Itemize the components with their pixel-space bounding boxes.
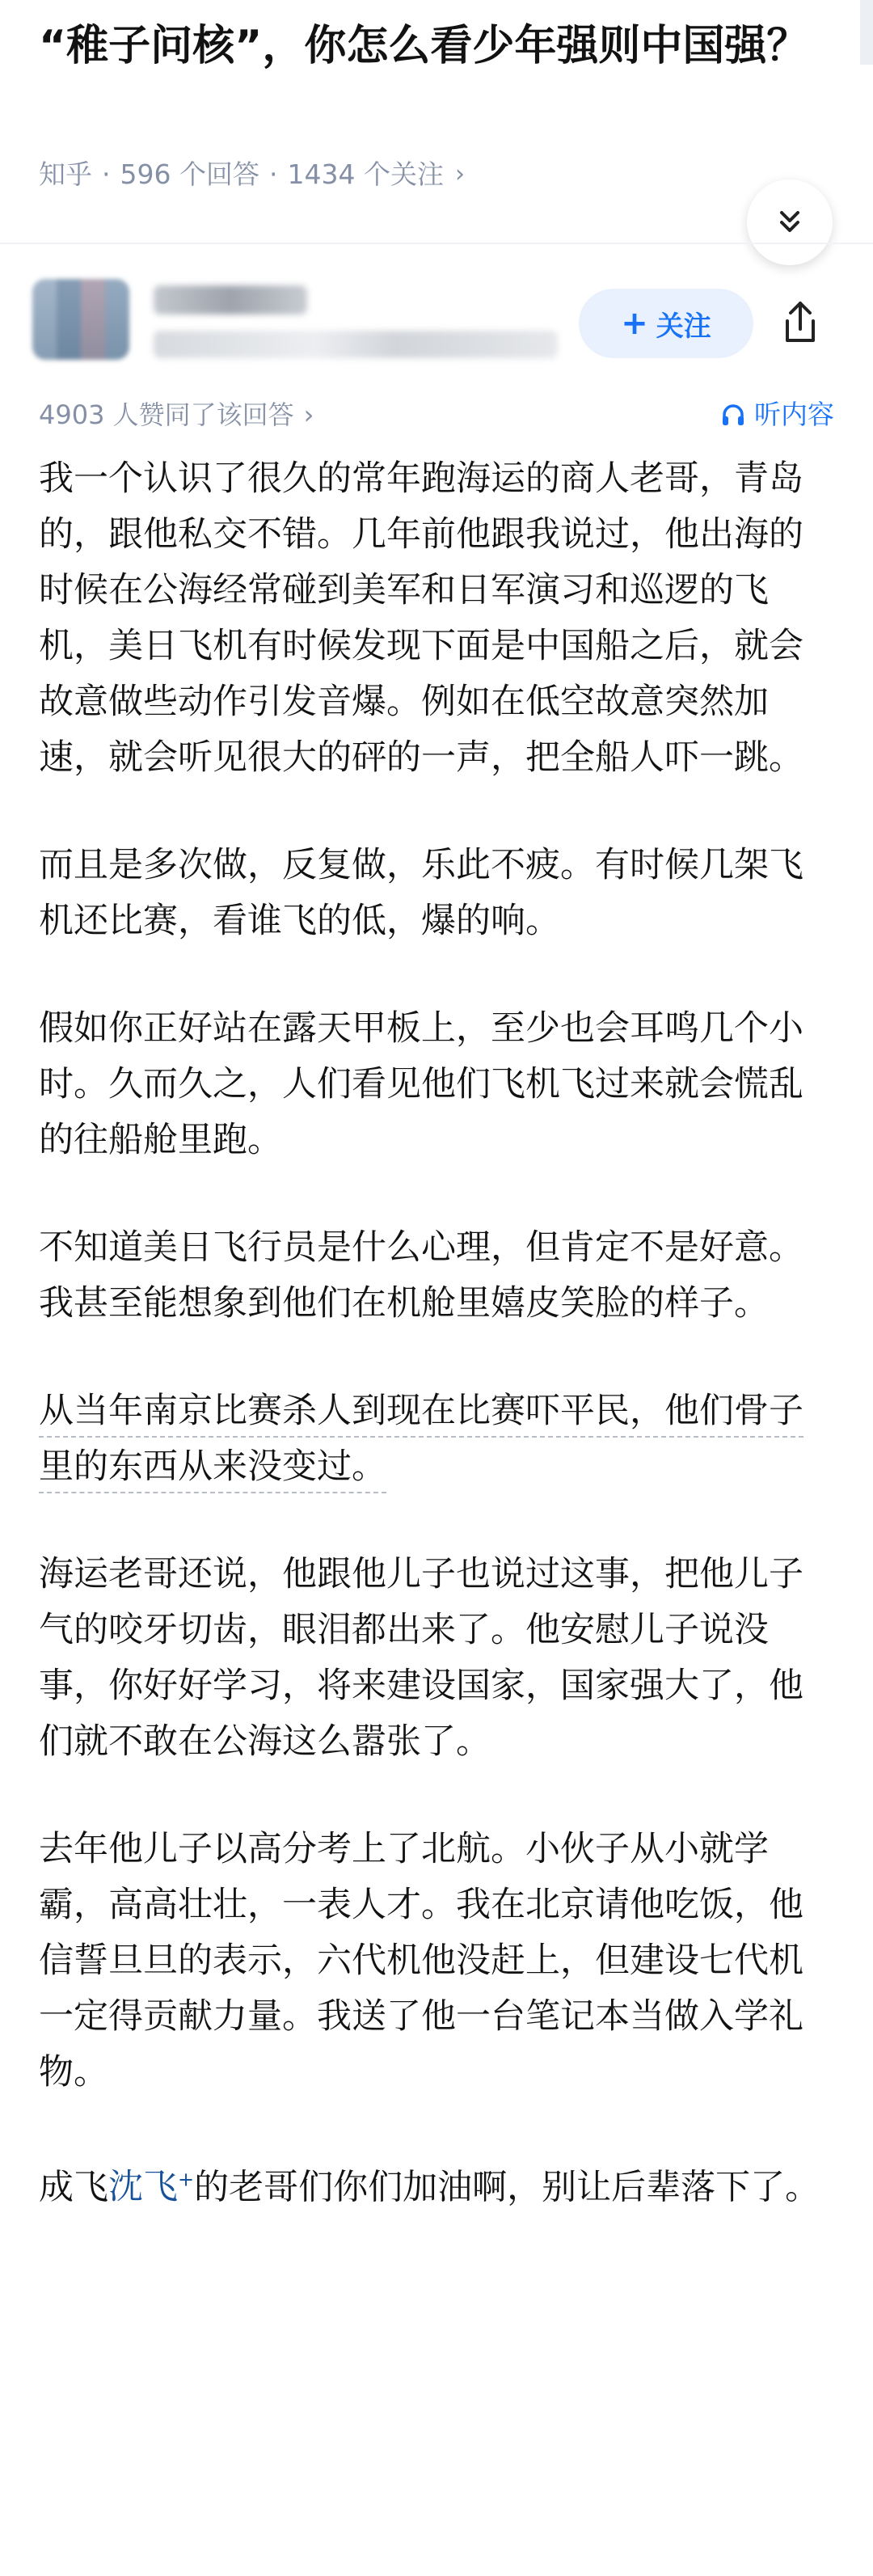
like-summary[interactable] <box>39 395 834 435</box>
like-count-text: 4903 人赞同了该回答 <box>39 399 294 430</box>
scrollbar[interactable] <box>860 0 873 65</box>
author-row <box>32 279 841 376</box>
plus-icon: + <box>621 305 648 342</box>
follower-count: 1434 个关注 <box>287 158 444 190</box>
answer-paragraph: 假如你正好站在露天甲板上，至少也会耳鸣几个小时。久而久之，人们看见他们飞机飞过来就会慌乱的往船舱里跑。 <box>39 1008 803 1160</box>
question-meta[interactable] <box>39 155 465 194</box>
answer-content <box>39 451 824 2267</box>
avatar[interactable] <box>32 279 129 360</box>
share-icon <box>778 298 823 347</box>
keyword-search-icon: + <box>178 2168 195 2191</box>
answer-paragraph: 而且是多次做，反复做，乐此不疲。有时候几架飞机还比赛，看谁飞的低，爆的响。 <box>39 845 803 941</box>
answer-count: 596 个回答 <box>120 158 259 190</box>
listen-label: 听内容 <box>754 399 834 430</box>
follow-label: 关注 <box>656 310 711 343</box>
answer-paragraph: 不知道美日飞行员是什么心理，但肯定不是好意。我甚至能想象到他们在机舱里嬉皮笑脸的样子。 <box>39 1227 803 1324</box>
collapse-button[interactable] <box>747 179 833 265</box>
meta-separator: · <box>268 158 278 190</box>
source-label: 知乎 <box>39 158 92 190</box>
follow-button[interactable] <box>579 289 753 358</box>
listen-button[interactable] <box>720 395 834 435</box>
double-chevron-down-icon <box>774 206 806 239</box>
highlighted-sentence[interactable]: 从当年南京比赛杀人到现在比赛吓平民，他们骨子里的东西从来没变过。 <box>39 1391 803 1493</box>
last-para-suffix: 的老哥们你们加油啊，别让后辈落下了。 <box>194 2167 820 2208</box>
answer-paragraph: 去年他儿子以高分考上了北航。小伙子从小就学霸，高高壮壮，一表人才。我在北京请他吃饭，他信誓旦旦的表示，六代机他没赶上，但建设七代机一定得贡献力量。我送了他一台笔记本当做入学礼物。 <box>39 1829 803 2092</box>
meta-separator: · <box>102 158 111 190</box>
answer-paragraph-highlighted[interactable] <box>39 1383 824 1495</box>
answer-paragraph: 我一个认识了很久的常年跑海运的商人老哥，青岛的，跟他私交不错。几年前他跟我说过，他出海的时候在公海经常碰到美军和日军演习和巡逻的飞机，美日飞机有时候发现下面是中国船之后，就会故意做些动作引发音爆。例如在低空故意突然加速，就会听见很大的砰的一声，把全船人吓一跳。 <box>39 458 803 778</box>
chevron-right-icon: › <box>454 160 465 188</box>
last-para-prefix: 成飞 <box>39 2167 108 2208</box>
header-divider <box>0 243 873 244</box>
keyword-link[interactable] <box>108 2167 194 2207</box>
answer-paragraph: 海运老哥还说，他跟他儿子也说过这事，把他儿子气的咬牙切齿，眼泪都出来了。他安慰儿子说没事，你好好学习，将来建设国家，国家强大了，他们就不敢在公海这么嚣张了。 <box>39 1554 803 1762</box>
chevron-right-icon: › <box>303 399 314 430</box>
author-name-redacted[interactable] <box>154 285 307 315</box>
share-button[interactable] <box>768 290 833 355</box>
keyword-text: 沈飞 <box>108 2167 178 2208</box>
answer-paragraph-last <box>39 2152 824 2215</box>
author-bio-redacted <box>154 331 558 358</box>
question-title[interactable]: “稚子问核”，你怎么看少年强则中国强？ <box>39 22 809 70</box>
headphones-icon <box>720 402 746 428</box>
